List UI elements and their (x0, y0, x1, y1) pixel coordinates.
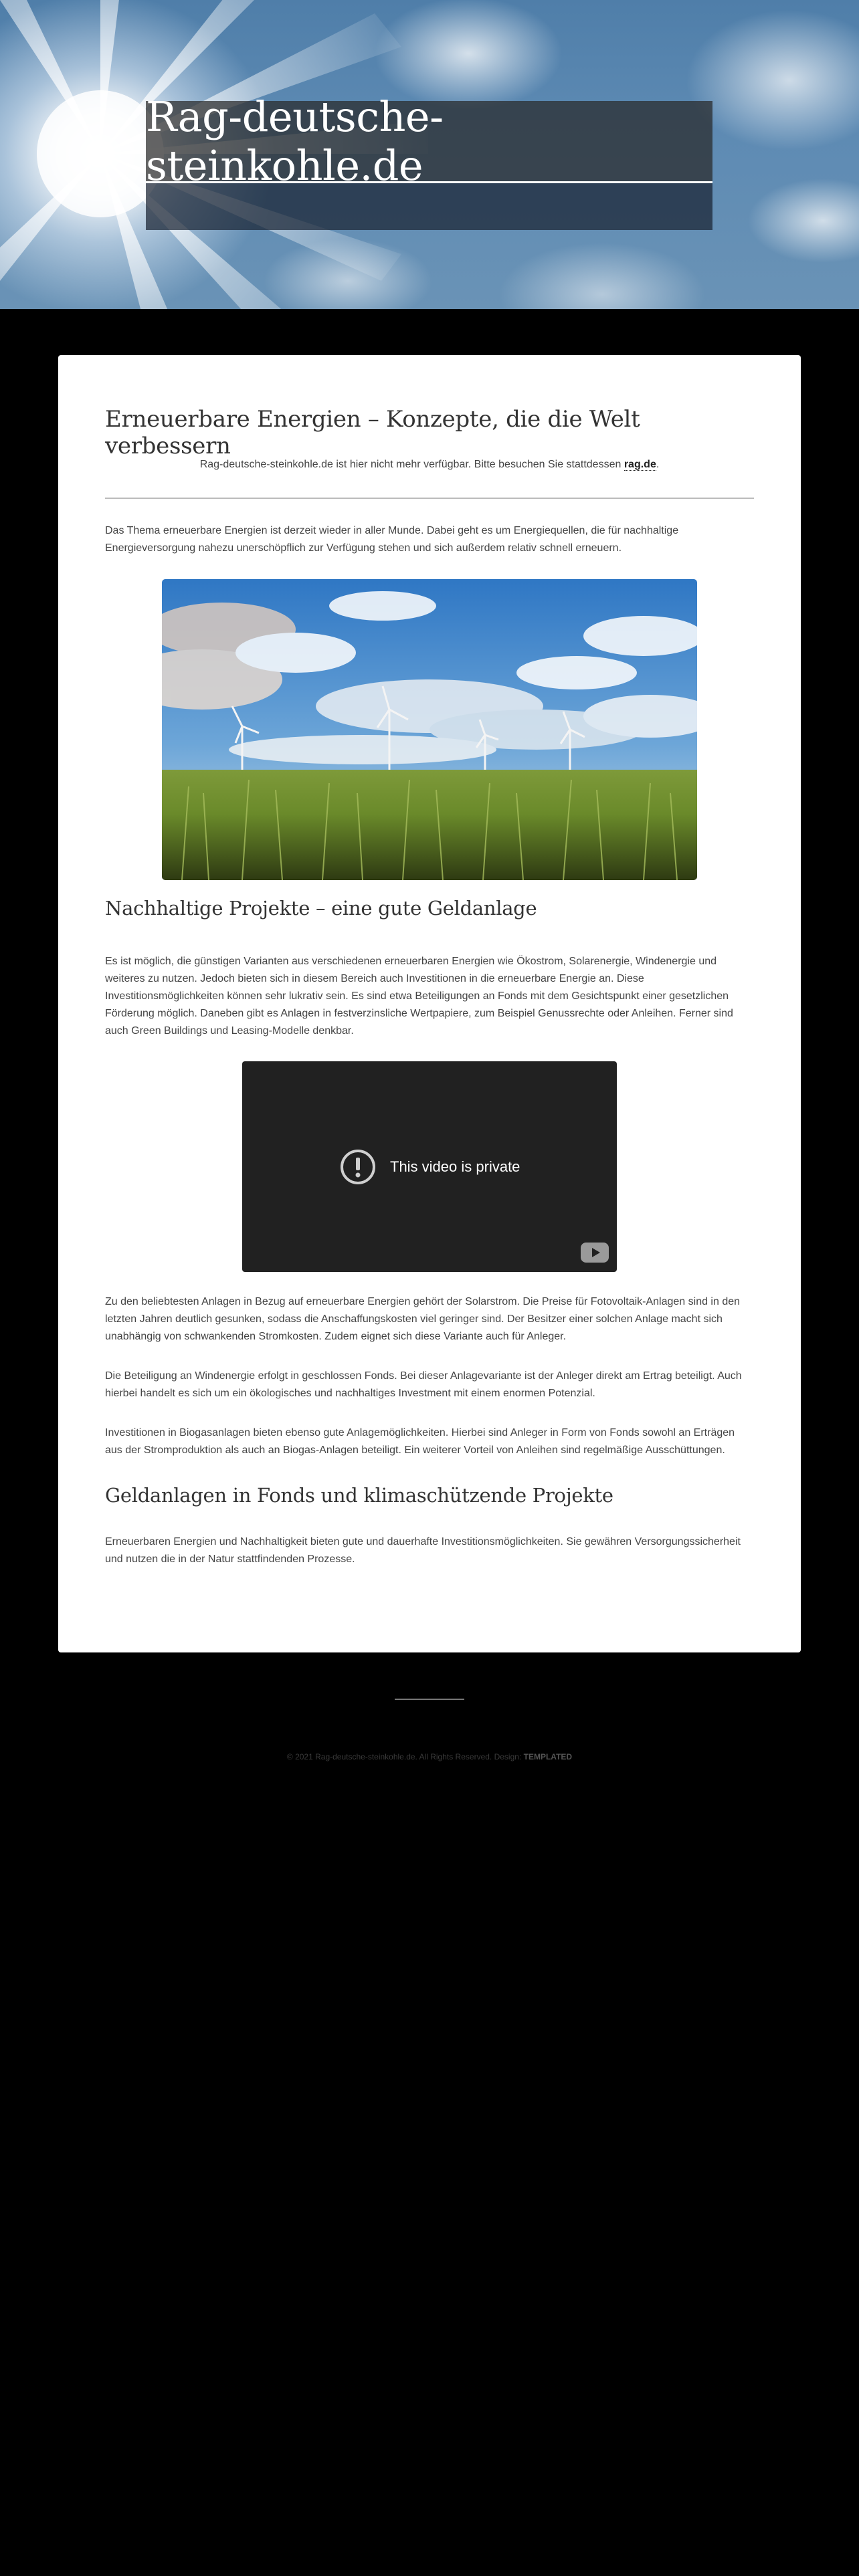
video-private-message (339, 1148, 520, 1186)
section2-heading: Geldanlagen in Fonds und klimaschützende Projekte (105, 1484, 613, 1507)
notice-text: Rag-deutsche-steinkohle.de ist hier nicht mehr verfügbar. Bitte besuchen Sie stattdessen (199, 459, 622, 470)
hero-banner (0, 0, 859, 309)
wind-farm-image (162, 579, 697, 880)
youtube-icon[interactable] (581, 1243, 609, 1263)
wind-paragraph: Die Beteiligung an Windenergie erfolgt in geschlossen Fonds. Bei dieser Anlagevariante ist der Anleger direkt am Ertrag beteiligt. Auch hierbei handelt es sich um ein ökologisches und nachhaltiges Investment mit einem enormen Potenzial. (105, 1370, 742, 1399)
section1-paragraph: Es ist möglich, die günstigen Varianten aus verschiedenen erneuerbaren Energien wie Ökostrom, Solarenergie, Windenergie und weiteres zu nutzen. Jedoch bieten sich in diesem Bereich auch Investitionen in die erneuerbare Energie an. Diese Investitionsmöglichkeiten können sehr lukrativ sein. Es sind etwa Beteiligungen an Fonds mit dem Gesichtspunkt einer gesetzlichen Förderung möglich. Daneben gibt es Anlagen in festverzinsliche Wertpapiere, zum Beispiel Genussrechte oder Anleihen. Ferner sind auch Green Buildings und Leasing-Modelle denkbar. (105, 956, 733, 1037)
section1-heading: Nachhaltige Projekte – eine gute Geldanlage (105, 897, 537, 920)
intro-paragraph: Das Thema erneuerbare Energien ist derzeit wieder in aller Munde. Dabei geht es um Energiequellen, die für nachhaltige Energieversorgung nahezu unerschöpflich zur Verfügung stehen und sich außerdem relativ schnell erneuern. (105, 525, 679, 554)
site-title-panel (146, 92, 712, 190)
notice-suffix: . (656, 459, 660, 470)
solar-paragraph: Zu den beliebtesten Anlagen in Bezug auf erneuerbare Energien gehört der Solarstrom. Die Preise für Fotovoltaik-Anlagen sind in den letzten Jahren deutlich gesunken, sodass die Anschaffungskosten viel geringer sind. Der Besitzer einer solchen Anlage macht sich unabhängig von schwankenden Stromkosten. Zudem eignet sich diese Variante auch für Anleger. (105, 1296, 741, 1342)
biogas-paragraph: Investitionen in Biogasanlagen bieten ebenso gute Anlagemöglichkeiten. Hierbei sind Anleger in Form von Fonds sowohl an Erträgen aus der Stromproduktion als auch an Biogas-Anlagen beteiligt. Ein weiterer Vorteil von Anleihen sind regelmäßige Ausschüttungen. (105, 1427, 735, 1456)
templated-link[interactable]: TEMPLATED (523, 1752, 573, 1761)
site-title-box (146, 92, 712, 230)
copyright-text: © 2021 Rag-deutsche-steinkohle.de. All Rights Reserved. Design: (286, 1752, 522, 1761)
rag-de-link[interactable]: rag.de (624, 459, 656, 470)
article-heading: Erneuerbare Energien – Konzepte, die die Welt verbessern (105, 406, 640, 459)
video-embed[interactable] (242, 1061, 617, 1272)
footer-divider (395, 1699, 464, 1700)
title-subpanel (146, 183, 712, 230)
availability-notice (105, 459, 754, 471)
section2-paragraph: Erneuerbaren Energien und Nachhaltigkeit bieten gute und dauerhafte Investitionsmöglichkeiten. Sie gewähren Versorgungssicherheit und nutzen die in der Natur stattfindenden Prozesse. (105, 1536, 741, 1565)
divider (105, 498, 754, 499)
exclamation-circle-icon (339, 1148, 377, 1186)
site-title[interactable]: Rag-deutsche-steinkohle.de (146, 92, 444, 190)
article-card (58, 355, 801, 1652)
footer-copyright (0, 1752, 859, 1761)
video-message-text: This video is private (390, 1158, 520, 1175)
